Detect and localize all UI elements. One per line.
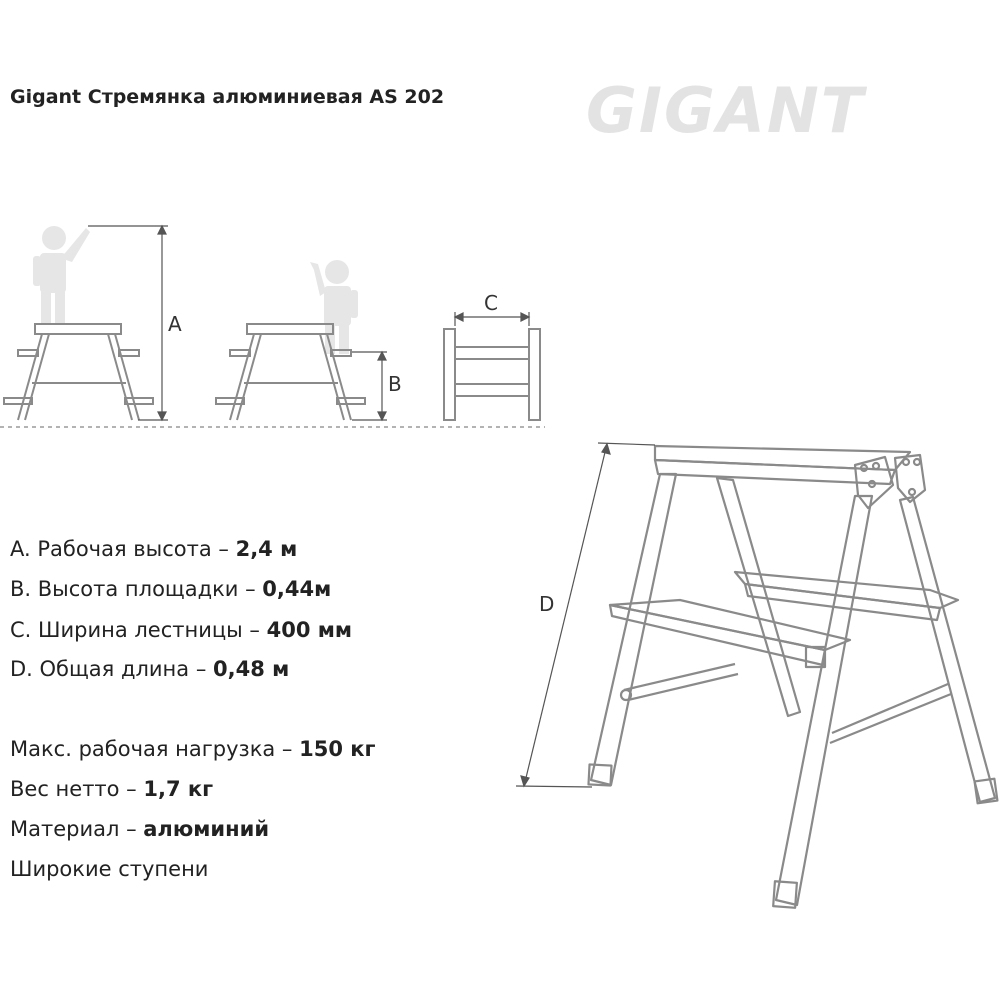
spec-label: C. Ширина лестницы – (10, 618, 267, 642)
ladder-side-view-a (4, 324, 153, 420)
dimension-b (352, 352, 387, 420)
spec-max-load (10, 737, 375, 761)
spec-label: Материал – (10, 817, 144, 841)
spec-value: 0,44м (262, 577, 332, 601)
spec-wide-steps (10, 857, 208, 881)
spec-label: A. Рабочая высота – (10, 537, 236, 561)
ladder-perspective-view (588, 446, 997, 908)
spec-net-weight (10, 777, 213, 801)
spec-label: Широкие ступени (10, 857, 209, 881)
person-figure-reach (310, 260, 358, 354)
spec-value: алюминий (143, 817, 270, 841)
spec-label: Макс. рабочая нагрузка – (10, 737, 300, 761)
ladder-front-view (444, 329, 540, 420)
dimension-a-label: A (168, 312, 182, 336)
spec-platform-height (10, 577, 331, 601)
spec-label: B. Высота площадки – (10, 577, 263, 601)
spec-value: 0,48 м (213, 657, 290, 681)
spec-material (10, 817, 269, 841)
dimension-c-label: C (484, 291, 498, 315)
spec-value: 400 мм (266, 618, 353, 642)
spec-ladder-width (10, 618, 352, 642)
dimension-d (516, 443, 655, 787)
spec-label: D. Общая длина – (10, 657, 213, 681)
dimension-d-label: D (539, 592, 555, 616)
spec-value: 2,4 м (235, 537, 298, 561)
spec-working-height (10, 537, 297, 561)
page-title: Gigant Стремянка алюминиевая AS 202 (10, 86, 445, 108)
spec-value: 1,7 кг (143, 777, 214, 801)
spec-label: Вес нетто – (10, 777, 144, 801)
person-figure-working (33, 226, 90, 324)
brand-logo: GIGANT (586, 74, 866, 147)
spec-value: 150 кг (299, 737, 376, 761)
spec-total-length (10, 657, 289, 681)
dimension-b-label: B (388, 372, 402, 396)
